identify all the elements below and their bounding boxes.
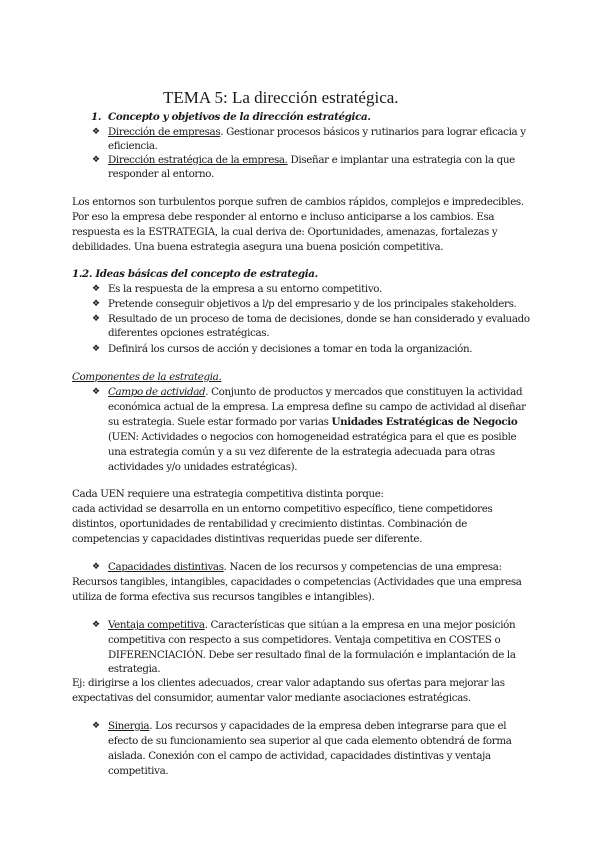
term: Dirección estratégica de la empresa. (108, 154, 288, 166)
diamond-bullet-icon: ❖ (92, 344, 101, 354)
page-title: TEMA 5: La dirección estratégica. (163, 88, 399, 107)
paragraph-line: Los entornos son turbulentos porque sufren de cambios rápidos, complejos e impredecibles. (72, 196, 524, 208)
diamond-bullet-icon: ❖ (92, 314, 101, 324)
paragraph-line: Por eso la empresa debe responder al entorno e incluso anticiparse a los cambios. Esa (72, 211, 495, 223)
item-text: . Nacen de los recursos y competencias de una empresa: (223, 561, 502, 573)
list-item-cont: aislada. Conexión con el campo de actividad, capacidades distintivas y ventaja (108, 750, 491, 762)
list-item (108, 619, 515, 632)
paragraph-line: Recursos tangibles, intangibles, capacidades o competencias (Actividades que una empresa (72, 576, 522, 588)
list-item-cont: actividades y/o unidades estratégicas). (108, 461, 298, 473)
list-item (108, 154, 515, 167)
diamond-bullet-icon: ❖ (92, 721, 101, 731)
list-item-cont: una estrategia común y a su vez diferente de la estrategia adecuada para otras (108, 446, 495, 458)
list-item-cont: diferentes opciones estratégicas. (108, 327, 270, 339)
list-item: Resultado de un proceso de toma de decisiones, donde se han considerado y evaluado (108, 313, 530, 325)
item-text: . Conjunto de productos y mercados que constituyen la actividad (205, 386, 523, 398)
list-item (108, 126, 526, 139)
paragraph-line: cada actividad se desarrolla en un entorno competitivo específico, tiene competidores (72, 503, 493, 515)
item-text: . Características que sitúan a la empresa en una mejor posición (204, 619, 516, 631)
list-item-cont: (UEN: Actividades o negocios con homogeneidad estratégica para el que es posible (108, 431, 517, 443)
paragraph-line: debilidades. Una buena estrategia asegura una buena posición competitiva. (72, 241, 444, 253)
section-1-2-heading: 1.2. Ideas básicas del concepto de estrategia. (72, 268, 318, 280)
term: Capacidades distintivas (108, 561, 224, 573)
term: Dirección de empresas (108, 126, 221, 138)
section-1-number: 1. (91, 111, 102, 123)
section-1-heading: Concepto y objetivos de la dirección estratégica. (108, 111, 371, 123)
term: Ventaja competitiva (108, 619, 205, 631)
list-item: Es la respuesta de la empresa a su entorno competitivo. (108, 283, 382, 295)
list-item-cont: eficiencia. (108, 140, 158, 152)
list-item (108, 561, 502, 574)
paragraph-line: distintos, oportunidades de rentabilidad y crecimiento distintas. Combinación de (72, 518, 467, 530)
list-item: Pretende conseguir objetivos a l/p del empresario y de los principales stakeholders. (108, 298, 517, 310)
paragraph-line: Cada UEN requiere una estrategia competitiva distinta porque: (72, 488, 384, 500)
list-item-cont: competitiva con respecto a sus competidores. Ventaja competitiva en COSTES o (108, 634, 501, 646)
term: Campo de actividad (108, 386, 206, 398)
diamond-bullet-icon: ❖ (92, 387, 101, 397)
list-item-cont: competitiva. (108, 765, 169, 777)
term: Sinergia (108, 720, 150, 732)
list-item (108, 720, 506, 733)
diamond-bullet-icon: ❖ (92, 299, 101, 309)
diamond-bullet-icon: ❖ (92, 562, 101, 572)
item-text: . Los recursos y capacidades de la empresa deben integrarse para que el (149, 720, 507, 732)
item-text: Diseñar e implantar una estrategia con la que (287, 154, 515, 166)
diamond-bullet-icon: ❖ (92, 620, 101, 630)
list-item-cont: económica actual de la empresa. La empresa define su campo de actividad al diseñar (108, 401, 526, 413)
list-item-cont: estrategia. (108, 663, 161, 675)
list-item-cont: responder al entorno. (108, 168, 214, 180)
paragraph-line: Ej: dirigirse a los clientes adecuados, crear valor adaptando sus ofertas para mejorar las (72, 677, 505, 689)
list-item: Definirá los cursos de acción y decisiones a tomar en toda la organización. (108, 343, 473, 355)
list-item-cont: efecto de su funcionamiento sea superior al que cada elemento obtendrá de forma (108, 735, 512, 747)
list-item (108, 386, 522, 399)
paragraph-line: competencias y capacidades distintivas requeridas puede ser diferente. (72, 533, 423, 545)
paragraph-line: utiliza de forma efectiva sus recursos tangibles e intangibles). (72, 591, 375, 603)
item-text: . Gestionar procesos básicos y rutinarios para lograr eficacia y (220, 126, 526, 138)
list-item-cont (108, 416, 517, 429)
paragraph-line: respuesta es la ESTRATEGIA, la cual deriva de: Oportunidades, amenazas, fortalezas y (72, 226, 498, 238)
diamond-bullet-icon: ❖ (92, 155, 101, 165)
diamond-bullet-icon: ❖ (92, 284, 101, 294)
list-item-cont: DIFERENCIACIÓN. Debe ser resultado final de la formulación e implantación de la (108, 649, 516, 661)
paragraph-line: expectativas del consumidor, aumentar valor mediante asociaciones estratégicas. (72, 692, 471, 704)
uen-term: Unidades Estratégicas de Negocio (331, 416, 518, 428)
item-text: su estrategia. Suele estar formado por varias (108, 416, 332, 428)
diamond-bullet-icon: ❖ (92, 127, 101, 137)
components-heading: Componentes de la estrategia. (72, 371, 222, 383)
